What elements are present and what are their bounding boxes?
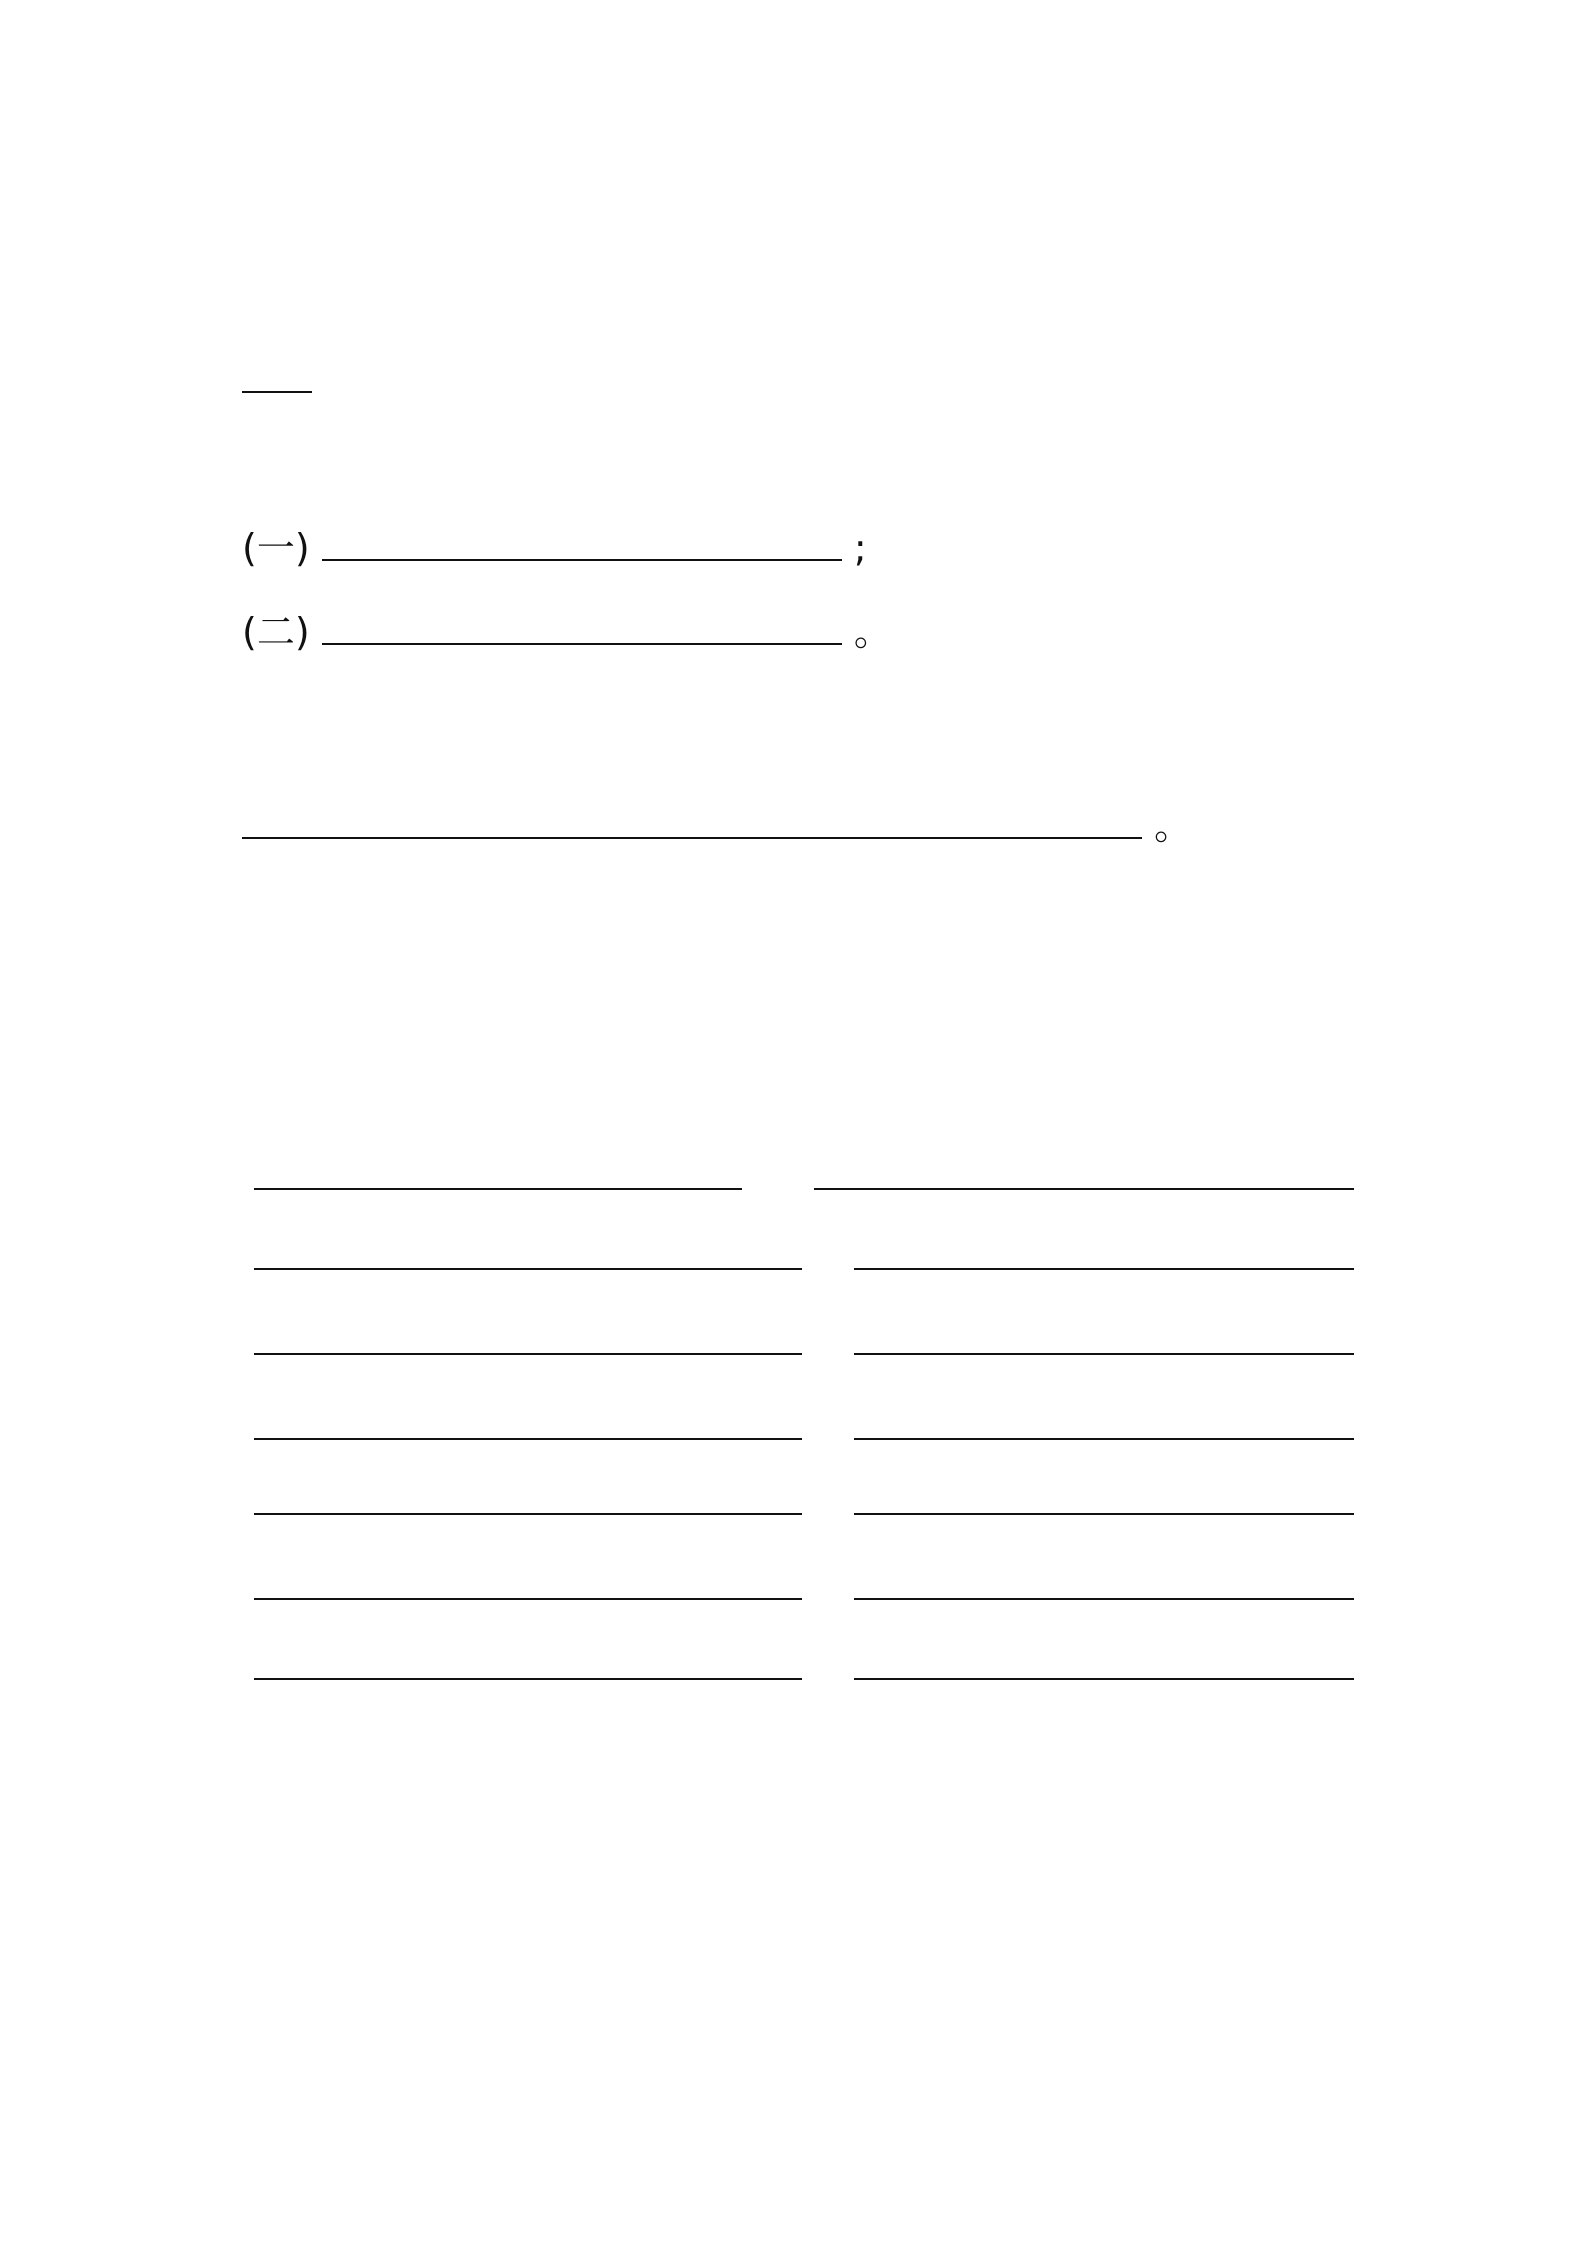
signature-row: [242, 1380, 1354, 1440]
sig-left-field[interactable]: [254, 1148, 742, 1190]
sig-right-field[interactable]: [854, 1313, 1354, 1355]
sig-right-field[interactable]: [854, 1558, 1354, 1600]
option-1-prefix: (一): [242, 526, 310, 570]
signature-row: [242, 1295, 1354, 1355]
method-number-blank[interactable]: [242, 361, 312, 393]
option-1: [242, 506, 1354, 590]
signature-row: [242, 1455, 1354, 1515]
signature-row: [242, 1210, 1354, 1270]
article-17-tail: 。: [1154, 804, 1193, 848]
sig-right-field[interactable]: [814, 1148, 1354, 1190]
sig-right-field[interactable]: [854, 1473, 1354, 1515]
sig-left-field[interactable]: [254, 1398, 802, 1440]
sig-left-field[interactable]: [254, 1228, 802, 1270]
option-2: [242, 590, 1354, 674]
sig-left-field[interactable]: [254, 1313, 802, 1355]
sig-right-field[interactable]: [854, 1638, 1354, 1680]
sig-left-field[interactable]: [254, 1638, 802, 1680]
signature-row: [242, 1130, 1354, 1190]
court-name-blank[interactable]: [322, 529, 842, 561]
signature-row: [242, 1540, 1354, 1600]
arbitration-name-blank[interactable]: [322, 613, 842, 645]
option-2-prefix: (二): [242, 610, 310, 654]
sig-left-field[interactable]: [254, 1558, 802, 1600]
sig-left-field[interactable]: [254, 1473, 802, 1515]
option-1-suffix: ;: [853, 526, 867, 570]
option-2-suffix: 。: [853, 610, 892, 654]
sig-right-field[interactable]: [854, 1398, 1354, 1440]
article-16: [242, 338, 1354, 422]
article-17-line: [242, 784, 1354, 868]
sig-right-field[interactable]: [854, 1228, 1354, 1270]
signature-row: [242, 1620, 1354, 1680]
other-matters-blank[interactable]: [242, 807, 1142, 839]
